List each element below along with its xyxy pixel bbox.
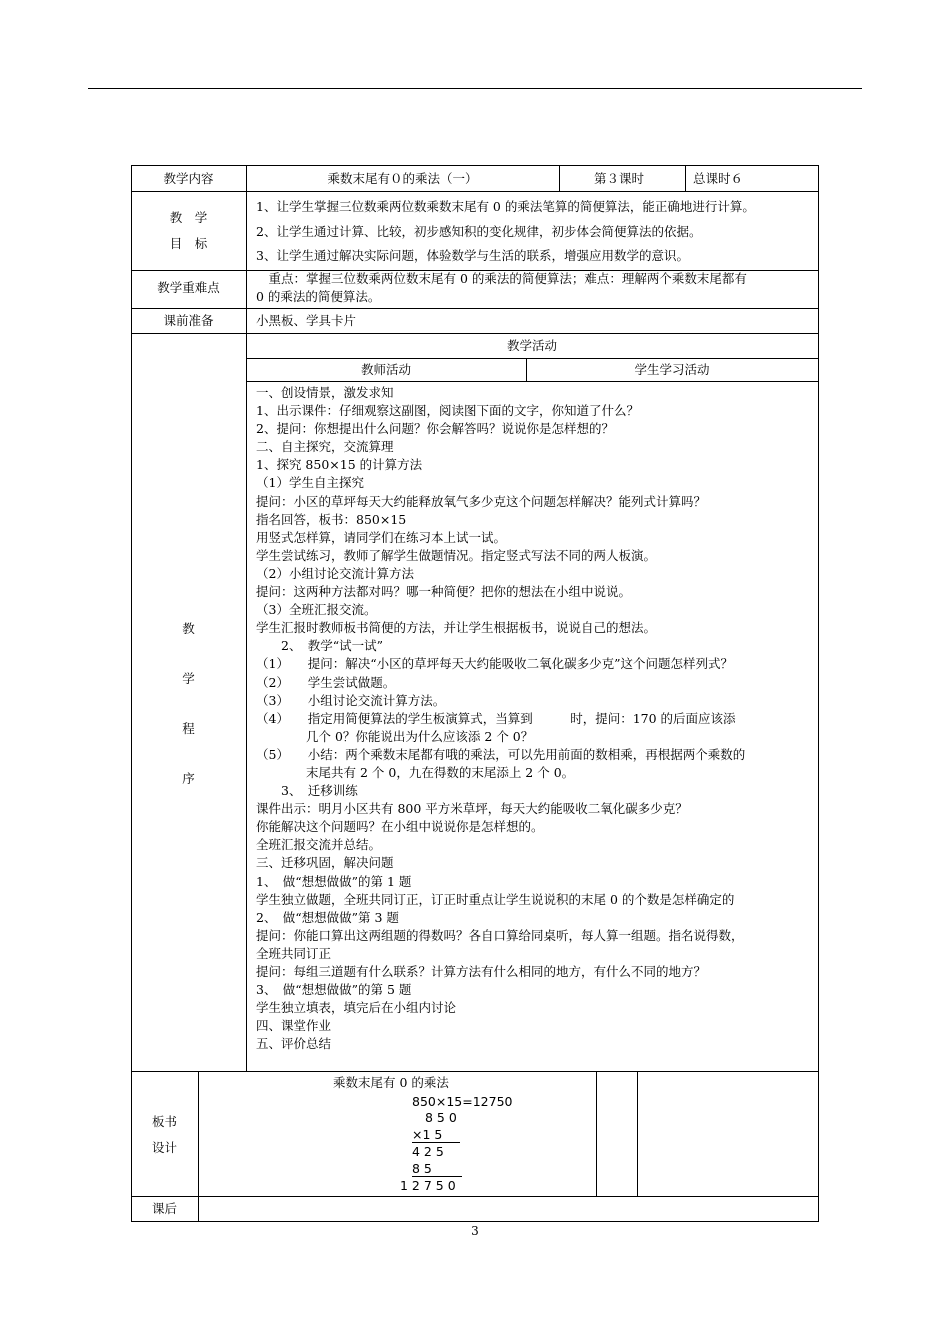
total-lessons: 总课时６ [693,171,744,186]
after-class-label: 课后 [151,1201,177,1216]
key-points-text: 0 的乘法的简便算法。 [256,289,381,304]
process-line: 3、 迁移训练 [256,783,358,799]
board-label: 板书 [151,1114,177,1129]
board-calc-row: ×1 5 [412,1127,443,1142]
student-activity-header: 学生学习活动 [634,362,710,377]
process-line: 三、迁移巩固，解决问题 [256,855,394,871]
process-line: （4） 指定用简便算法的学生板演算式，当算到 时，提问：170 的后面应该添 [256,710,736,726]
process-line: 提问：小区的草坪每天大约能释放氧气多少克这个问题怎样解决？能列式计算吗？ [256,493,707,509]
col-separator [637,1071,638,1197]
process-line: 提问：这两种方法都对吗？哪一种简便？把你的想法在小组中说说。 [256,584,632,600]
board-calc-row: 1 2 7 5 0 [400,1178,456,1193]
row-separator [131,1196,819,1197]
board-calc-row: 8 5 [412,1161,432,1176]
process-line: 2、 做“想想做做”第 3 题 [256,909,399,925]
row-separator [131,308,819,309]
process-line: （1）学生自主探究 [256,475,364,491]
process-line: （1） 提问：解决“小区的草坪每天大约能吸收二氧化碳多少克”这个问题怎样列式？ [256,656,733,672]
process-line: 用竖式怎样算，请同学们在练习本上试一试。 [256,529,507,545]
teaching-process-text [256,384,812,1053]
process-line: （3）全班汇报交流。 [256,602,377,618]
objectives-label: 目 标 [169,236,208,251]
process-line: （3） 小组讨论交流计算方法。 [256,692,446,708]
process-line: 3、 做“想想做做”的第 5 题 [256,982,412,998]
board-calc-rule [412,1142,460,1143]
process-line: 几个 0？你能说出为什么应该添 2 个 0？ [256,728,534,744]
process-line: 提问：你能口算出这两组题的得数吗？各自口算给同桌听，每人算一组题。指名说得数， [256,927,744,943]
board-calc-rule [412,1176,462,1177]
lesson-number: 第３课时 [594,171,645,186]
subject-label: 教学内容 [163,171,214,186]
lesson-title: 乘数末尾有０的乘法（一） [327,171,478,186]
process-line: 2、 教学“试一试” [256,638,383,654]
process-line: 末尾共有 2 个 0，九在得数的末尾添上 2 个 0。 [256,764,575,780]
process-line: 四、课堂作业 [256,1018,332,1034]
row-separator [131,333,819,334]
col-separator [198,1071,199,1222]
preparation-label: 课前准备 [163,313,214,328]
process-line: 1、探究 850×15 的计算方法 [256,457,423,473]
objective-item: 3、让学生通过解决实际问题，体验数学与生活的联系，增强应用数学的意识。 [256,248,689,263]
col-separator [685,165,686,192]
key-points-label: 教学重难点 [157,280,220,295]
process-label: 序 [182,771,195,786]
col-separator [246,165,247,1072]
process-label: 教 [182,621,195,636]
table-border-top [131,165,819,166]
process-label: 程 [182,721,195,736]
board-calc-row: 8 5 0 [425,1110,457,1125]
process-line: （2） 学生尝试做题。 [256,674,396,690]
process-line: 五、评价总结 [256,1036,332,1052]
process-line: 你能解决这个问题吗？在小组中说说你是怎样想的。 [256,819,544,835]
table-border-bottom [131,1221,819,1222]
page-header-rule [88,88,862,89]
process-line: 全班共同订正 [256,945,332,961]
process-line: 学生汇报时教师板书简便的方法，并让学生根据板书，说说自己的想法。 [256,620,657,636]
board-title: 乘数末尾有 0 的乘法 [333,1075,449,1090]
process-line: 1、 做“想想做做”的第 1 题 [256,873,412,889]
process-line: 1、出示课件：仔细观察这副图，阅读图下面的文字，你知道了什么？ [256,403,639,419]
objectives-label: 教 学 [169,210,208,225]
col-separator [559,165,560,192]
row-separator [246,358,818,359]
row-separator [131,191,819,192]
col-separator [596,1071,597,1197]
process-line: 提问：每组三道题有什么联系？计算方法有什么相同的地方，有什么不同的地方？ [256,964,707,979]
process-line: 学生尝试练习，教师了解学生做题情况。指定竖式写法不同的两人板演。 [256,547,657,563]
objective-item: 1、让学生掌握三位数乘两位数乘数末尾有 0 的乘法笔算的简便算法，能正确地进行计算。 [256,199,755,214]
process-line: 指名回答，板书：850×15 [256,511,407,527]
activity-header: 教学活动 [506,338,557,353]
row-separator [246,381,818,382]
process-line: 学生独立做题，全班共同订正，订正时重点让学生说说积的末尾 0 的个数是怎样确定的 [256,891,735,907]
process-line: 课件出示：明月小区共有 800 平方米草坪，每天大约能吸收二氧化碳多少克？ [256,801,688,817]
process-line: 学生独立填表，填完后在小组内讨论 [256,1000,457,1016]
objective-item: 2、让学生通过计算、比较，初步感知积的变化规律，初步体会简便算法的依据。 [256,224,702,239]
table-border-right [818,165,819,1222]
process-line: 一、创设情景，激发求知 [256,385,394,400]
key-points-text: 重点：掌握三位数乘两位数末尾有 0 的乘法的简便算法；难点：理解两个乘数末尾都有 [256,271,747,286]
board-label: 设计 [151,1140,177,1155]
process-line: 二、自主探究，交流算理 [256,439,394,455]
preparation-value: 小黑板、学具卡片 [256,313,357,328]
process-line: 全班汇报交流并总结。 [256,837,382,853]
board-equation: 850×15=12750 [412,1094,513,1109]
board-calc-row: 4 2 5 [412,1144,444,1159]
teacher-activity-header: 教师活动 [360,362,411,377]
process-line: （5） 小结：两个乘数末尾都有哦的乘法，可以先用前面的数相乘，再根据两个乘数的 [256,746,746,762]
process-label: 学 [182,671,195,686]
page-number: 3 [471,1224,479,1238]
process-line: 2、提问：你想提出什么问题？你会解答吗？说说你是怎样想的？ [256,421,614,437]
row-separator [131,1071,819,1072]
process-line: （2）小组讨论交流计算方法 [256,565,414,581]
